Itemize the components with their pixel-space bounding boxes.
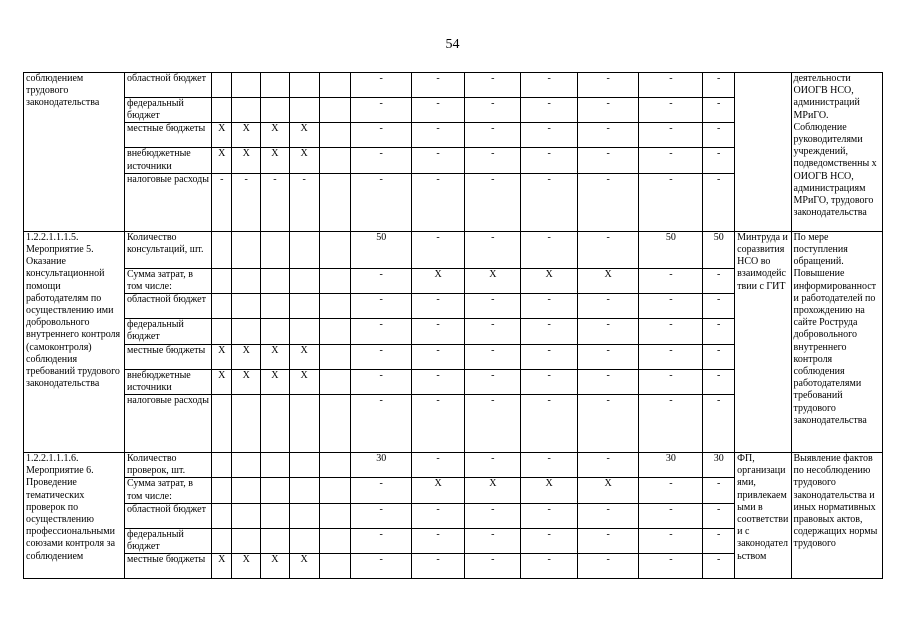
value-cell: - bbox=[521, 319, 577, 344]
value-cell: X bbox=[289, 369, 319, 394]
value-cell: - bbox=[465, 231, 521, 268]
value-cell: - bbox=[577, 369, 639, 394]
value-cell: - bbox=[351, 98, 412, 123]
value-cell: - bbox=[351, 73, 412, 98]
value-cell: - bbox=[577, 319, 639, 344]
value-cell: - bbox=[577, 148, 639, 173]
value-cell: X bbox=[212, 369, 232, 394]
value-cell: - bbox=[521, 453, 577, 478]
value-cell bbox=[212, 268, 232, 293]
value-cell: - bbox=[703, 554, 735, 579]
expected-result-cell: деятельности ОИОГВ НСО, администраций МРиГО. Соблюдение руководителями учреждений, подведомственны х ОИОГВ НСО, администрациям МРиГО, трудового законодательства bbox=[791, 73, 883, 232]
value-cell: X bbox=[261, 344, 290, 369]
value-cell bbox=[319, 369, 351, 394]
page-number: 54 bbox=[445, 37, 460, 52]
value-cell: X bbox=[289, 344, 319, 369]
value-cell: X bbox=[232, 123, 261, 148]
value-cell: X bbox=[261, 123, 290, 148]
value-cell: - bbox=[465, 98, 521, 123]
value-cell: - bbox=[465, 369, 521, 394]
value-cell bbox=[261, 478, 290, 503]
value-cell: - bbox=[351, 173, 412, 231]
value-cell: - bbox=[465, 503, 521, 528]
value-cell: X bbox=[412, 268, 465, 293]
value-cell: - bbox=[639, 268, 703, 293]
value-cell bbox=[319, 453, 351, 478]
value-cell bbox=[319, 319, 351, 344]
value-cell: - bbox=[351, 528, 412, 553]
value-cell: - bbox=[639, 503, 703, 528]
indicator-label-cell: налоговые расходы bbox=[124, 173, 211, 231]
value-cell bbox=[319, 173, 351, 231]
value-cell: - bbox=[351, 503, 412, 528]
value-cell bbox=[319, 294, 351, 319]
value-cell: - bbox=[465, 294, 521, 319]
value-cell: - bbox=[521, 98, 577, 123]
value-cell bbox=[232, 73, 261, 98]
value-cell: - bbox=[351, 268, 412, 293]
indicator-label-cell: местные бюджеты bbox=[124, 123, 211, 148]
value-cell: - bbox=[639, 123, 703, 148]
value-cell: - bbox=[465, 123, 521, 148]
event-name-cell: соблюдением трудового законодательства bbox=[24, 73, 125, 232]
table-row bbox=[24, 231, 883, 268]
program-events-table bbox=[23, 72, 883, 579]
value-cell: - bbox=[703, 503, 735, 528]
value-cell: - bbox=[703, 148, 735, 173]
value-cell: X bbox=[412, 478, 465, 503]
value-cell bbox=[232, 98, 261, 123]
value-cell: - bbox=[521, 395, 577, 453]
value-cell: 30 bbox=[351, 453, 412, 478]
value-cell: - bbox=[639, 478, 703, 503]
value-cell: - bbox=[577, 231, 639, 268]
value-cell bbox=[319, 478, 351, 503]
value-cell: - bbox=[577, 294, 639, 319]
value-cell bbox=[261, 395, 290, 453]
value-cell: - bbox=[703, 123, 735, 148]
value-cell bbox=[232, 453, 261, 478]
value-cell: X bbox=[289, 554, 319, 579]
value-cell bbox=[232, 528, 261, 553]
indicator-label-cell: областной бюджет bbox=[124, 73, 211, 98]
value-cell: - bbox=[261, 173, 290, 231]
value-cell: - bbox=[521, 173, 577, 231]
value-cell: X bbox=[261, 148, 290, 173]
value-cell: - bbox=[577, 344, 639, 369]
value-cell bbox=[212, 98, 232, 123]
value-cell bbox=[261, 503, 290, 528]
value-cell: - bbox=[351, 123, 412, 148]
value-cell: - bbox=[577, 395, 639, 453]
indicator-label-cell: федеральный бюджет bbox=[124, 528, 211, 553]
value-cell: X bbox=[212, 344, 232, 369]
value-cell: - bbox=[577, 503, 639, 528]
value-cell: - bbox=[703, 98, 735, 123]
value-cell: - bbox=[521, 231, 577, 268]
value-cell: - bbox=[465, 73, 521, 98]
value-cell: X bbox=[212, 123, 232, 148]
value-cell: X bbox=[577, 268, 639, 293]
value-cell bbox=[232, 319, 261, 344]
value-cell: X bbox=[212, 148, 232, 173]
value-cell: - bbox=[639, 98, 703, 123]
value-cell: - bbox=[703, 528, 735, 553]
value-cell: - bbox=[412, 294, 465, 319]
value-cell: - bbox=[412, 503, 465, 528]
indicator-label-cell: федеральный бюджет bbox=[124, 319, 211, 344]
value-cell: - bbox=[412, 148, 465, 173]
value-cell bbox=[289, 319, 319, 344]
value-cell bbox=[289, 478, 319, 503]
value-cell: - bbox=[412, 395, 465, 453]
value-cell: - bbox=[703, 294, 735, 319]
value-cell: 30 bbox=[703, 453, 735, 478]
value-cell bbox=[319, 554, 351, 579]
value-cell bbox=[261, 294, 290, 319]
value-cell: - bbox=[639, 344, 703, 369]
value-cell bbox=[319, 123, 351, 148]
value-cell: - bbox=[412, 319, 465, 344]
indicator-label-cell: местные бюджеты bbox=[124, 554, 211, 579]
value-cell: - bbox=[351, 554, 412, 579]
indicator-label-cell: Количество консультаций, шт. bbox=[124, 231, 211, 268]
value-cell bbox=[232, 294, 261, 319]
value-cell: - bbox=[639, 73, 703, 98]
value-cell bbox=[212, 453, 232, 478]
value-cell: - bbox=[351, 319, 412, 344]
value-cell bbox=[289, 294, 319, 319]
value-cell bbox=[289, 528, 319, 553]
value-cell: - bbox=[351, 478, 412, 503]
value-cell: - bbox=[521, 528, 577, 553]
value-cell bbox=[319, 268, 351, 293]
value-cell: - bbox=[521, 344, 577, 369]
value-cell: - bbox=[465, 319, 521, 344]
value-cell: - bbox=[639, 528, 703, 553]
value-cell bbox=[289, 231, 319, 268]
value-cell: - bbox=[521, 294, 577, 319]
value-cell bbox=[319, 344, 351, 369]
value-cell bbox=[232, 231, 261, 268]
value-cell: - bbox=[521, 73, 577, 98]
value-cell: - bbox=[465, 173, 521, 231]
value-cell: - bbox=[703, 478, 735, 503]
table-row bbox=[24, 73, 883, 98]
value-cell: - bbox=[639, 319, 703, 344]
value-cell: X bbox=[289, 123, 319, 148]
value-cell: - bbox=[412, 344, 465, 369]
value-cell: - bbox=[289, 173, 319, 231]
value-cell: - bbox=[465, 554, 521, 579]
value-cell: X bbox=[232, 148, 261, 173]
value-cell: - bbox=[639, 294, 703, 319]
value-cell: 50 bbox=[703, 231, 735, 268]
indicator-label-cell: внебюджетные источники bbox=[124, 148, 211, 173]
value-cell: - bbox=[412, 528, 465, 553]
value-cell bbox=[261, 231, 290, 268]
value-cell: - bbox=[703, 173, 735, 231]
value-cell: - bbox=[639, 395, 703, 453]
value-cell bbox=[289, 453, 319, 478]
value-cell: - bbox=[351, 294, 412, 319]
value-cell: - bbox=[351, 344, 412, 369]
value-cell: - bbox=[412, 123, 465, 148]
indicator-label-cell: федеральный бюджет bbox=[124, 98, 211, 123]
event-name-cell: 1.2.2.1.1.1.6. Мероприятие 6. Проведение тематических проверок по осуществлению профессиональными союзами контроля за соблюдением bbox=[24, 453, 125, 579]
value-cell: - bbox=[465, 344, 521, 369]
indicator-label-cell: областной бюджет bbox=[124, 503, 211, 528]
expected-result-cell: По мере поступления обращений. Повышение информированности работодателей по прохождению на сайте Роструда добровольного внутреннего контроля соблюдения работодателями требований трудового законодательства bbox=[791, 231, 883, 452]
value-cell: - bbox=[577, 528, 639, 553]
value-cell: - bbox=[577, 173, 639, 231]
value-cell: X bbox=[521, 268, 577, 293]
value-cell: - bbox=[639, 554, 703, 579]
value-cell: - bbox=[412, 369, 465, 394]
value-cell bbox=[319, 231, 351, 268]
value-cell: 50 bbox=[351, 231, 412, 268]
value-cell: - bbox=[351, 369, 412, 394]
value-cell: X bbox=[261, 554, 290, 579]
value-cell bbox=[289, 98, 319, 123]
value-cell: - bbox=[703, 268, 735, 293]
value-cell: - bbox=[703, 369, 735, 394]
value-cell: X bbox=[465, 268, 521, 293]
value-cell bbox=[261, 98, 290, 123]
value-cell bbox=[289, 73, 319, 98]
value-cell: - bbox=[521, 148, 577, 173]
executor-cell: ФП, организациями, привлекаемыми в соответствии с законодательством bbox=[735, 453, 791, 579]
value-cell: X bbox=[289, 148, 319, 173]
value-cell bbox=[319, 503, 351, 528]
value-cell: - bbox=[521, 554, 577, 579]
indicator-label-cell: внебюджетные источники bbox=[124, 369, 211, 394]
value-cell bbox=[232, 268, 261, 293]
event-name-cell: 1.2.2.1.1.1.5. Мероприятие 5. Оказание консультационной помощи работодателям по осуществлению ими добровольного внутреннего контроля (самоконтроля) соблюдения требований трудового законодательства bbox=[24, 231, 125, 452]
value-cell: - bbox=[465, 148, 521, 173]
value-cell bbox=[261, 73, 290, 98]
value-cell: - bbox=[465, 528, 521, 553]
executor-cell: Минтруда и соразвития НСО во взаимодействии с ГИТ bbox=[735, 231, 791, 452]
value-cell: - bbox=[351, 148, 412, 173]
value-cell: - bbox=[577, 554, 639, 579]
value-cell bbox=[319, 148, 351, 173]
value-cell: - bbox=[521, 123, 577, 148]
value-cell bbox=[212, 231, 232, 268]
table-row bbox=[24, 453, 883, 478]
value-cell: X bbox=[261, 369, 290, 394]
value-cell: - bbox=[232, 173, 261, 231]
indicator-label-cell: налоговые расходы bbox=[124, 395, 211, 453]
value-cell bbox=[212, 294, 232, 319]
value-cell bbox=[212, 503, 232, 528]
value-cell: - bbox=[351, 395, 412, 453]
expected-result-cell: Выявление фактов по несоблюдению трудового законодательства и иных нормативных правовых актов, содержащих нормы трудового bbox=[791, 453, 883, 579]
value-cell bbox=[319, 395, 351, 453]
value-cell: - bbox=[639, 369, 703, 394]
value-cell: - bbox=[412, 173, 465, 231]
value-cell: 50 bbox=[639, 231, 703, 268]
value-cell bbox=[212, 478, 232, 503]
value-cell bbox=[212, 73, 232, 98]
value-cell bbox=[261, 453, 290, 478]
value-cell: X bbox=[465, 478, 521, 503]
value-cell bbox=[212, 528, 232, 553]
value-cell: - bbox=[521, 369, 577, 394]
indicator-label-cell: Сумма затрат, в том числе: bbox=[124, 478, 211, 503]
value-cell: - bbox=[465, 395, 521, 453]
value-cell: - bbox=[577, 98, 639, 123]
value-cell: - bbox=[412, 231, 465, 268]
value-cell bbox=[232, 478, 261, 503]
value-cell bbox=[232, 395, 261, 453]
value-cell bbox=[319, 528, 351, 553]
value-cell bbox=[261, 528, 290, 553]
value-cell: X bbox=[212, 554, 232, 579]
value-cell: - bbox=[577, 73, 639, 98]
value-cell bbox=[232, 503, 261, 528]
value-cell bbox=[212, 319, 232, 344]
value-cell bbox=[261, 268, 290, 293]
executor-cell bbox=[735, 73, 791, 232]
value-cell bbox=[289, 395, 319, 453]
value-cell: X bbox=[232, 554, 261, 579]
value-cell: - bbox=[703, 344, 735, 369]
value-cell bbox=[261, 319, 290, 344]
value-cell: - bbox=[703, 319, 735, 344]
value-cell: - bbox=[703, 73, 735, 98]
value-cell: - bbox=[521, 503, 577, 528]
value-cell: - bbox=[412, 98, 465, 123]
value-cell: - bbox=[639, 173, 703, 231]
value-cell: - bbox=[639, 148, 703, 173]
value-cell: - bbox=[703, 395, 735, 453]
value-cell bbox=[319, 73, 351, 98]
value-cell: - bbox=[465, 453, 521, 478]
indicator-label-cell: областной бюджет bbox=[124, 294, 211, 319]
value-cell: X bbox=[232, 369, 261, 394]
indicator-label-cell: Сумма затрат, в том числе: bbox=[124, 268, 211, 293]
value-cell bbox=[289, 268, 319, 293]
indicator-label-cell: Количество проверок, шт. bbox=[124, 453, 211, 478]
value-cell: - bbox=[577, 123, 639, 148]
value-cell: X bbox=[232, 344, 261, 369]
value-cell: - bbox=[577, 453, 639, 478]
value-cell: - bbox=[412, 554, 465, 579]
value-cell: X bbox=[577, 478, 639, 503]
value-cell: 30 bbox=[639, 453, 703, 478]
value-cell: - bbox=[212, 173, 232, 231]
value-cell: - bbox=[412, 453, 465, 478]
value-cell: - bbox=[412, 73, 465, 98]
value-cell bbox=[319, 98, 351, 123]
indicator-label-cell: местные бюджеты bbox=[124, 344, 211, 369]
value-cell: X bbox=[521, 478, 577, 503]
value-cell bbox=[212, 395, 232, 453]
value-cell bbox=[289, 503, 319, 528]
